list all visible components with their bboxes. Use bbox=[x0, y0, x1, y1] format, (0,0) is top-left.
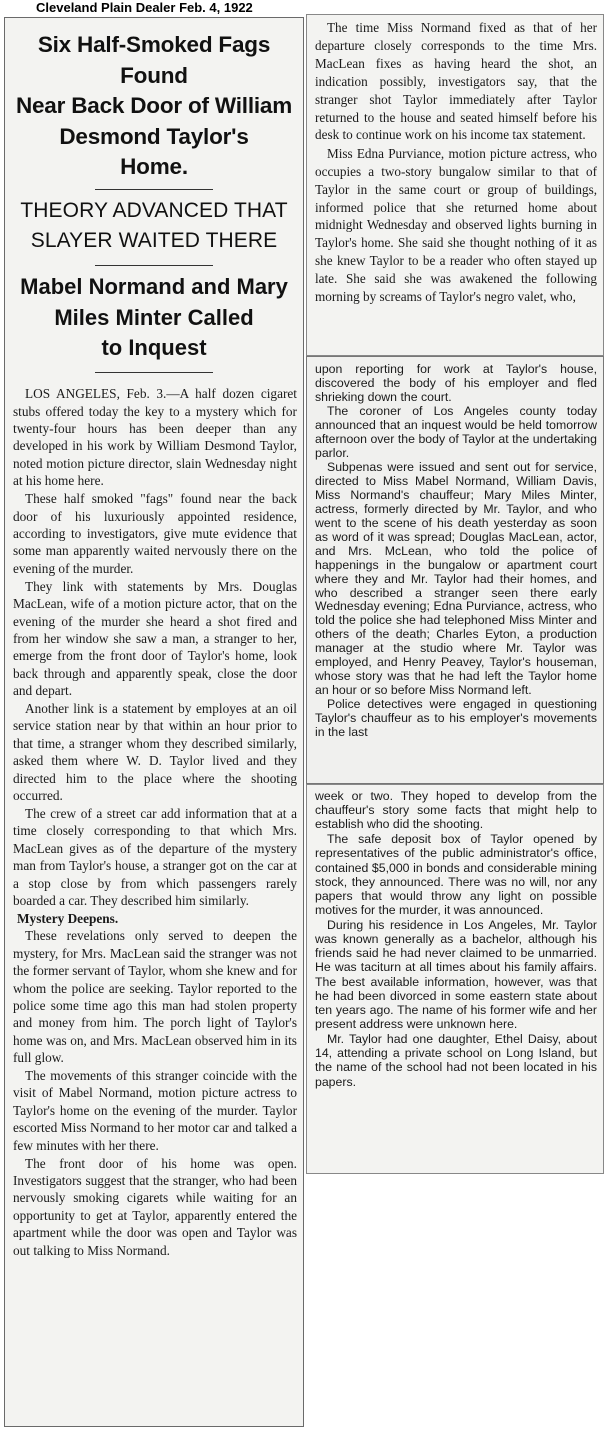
article-paragraph: During his residence in Los Angeles, Mr. Taylor was known generally as a bachelor, although his friends said he had never claimed to be unmarried. He was taciturn at all times about his family affairs. The best available information, however, was that he had been divorced in some eastern state about ten years ago. The name of his former wife and her present address were unknown here. bbox=[315, 917, 597, 1032]
article-body-right-bottom bbox=[307, 789, 603, 1089]
article-paragraph: week or two. They hoped to develop from the chauffeur's story some facts that might help to establish who did the shooting. bbox=[315, 789, 597, 832]
headline-line: Miles Minter Called bbox=[54, 304, 254, 330]
clipping-left-column bbox=[4, 17, 304, 1427]
headline-line: Mabel Normand and Mary bbox=[20, 273, 288, 299]
article-paragraph: The crew of a street car add information that at a time closely corresponding to that which Mrs. MacLean gives as of the departure of the mystery man from Taylor's house, a stranger got on the car at a stop close by from which passengers rarely boarded a car. They described him similarly. bbox=[13, 805, 297, 909]
divider bbox=[95, 372, 213, 373]
headline-line: SLAYER WAITED THERE bbox=[30, 229, 278, 253]
article-paragraph: Mr. Taylor had one daughter, Ethel Daisy, about 14, attending a private school on Long Island, but the name of the school had not been located in his papers. bbox=[315, 1031, 597, 1089]
divider bbox=[95, 265, 213, 266]
section-subhead: Mystery Deepens. bbox=[17, 910, 119, 926]
article-paragraph: LOS ANGELES, Feb. 3.—A half dozen cigaret stubs offered today the key to a mystery which for twenty-four hours has been deeper than any developed in his work by William Desmond Taylor, noted motion picture director, slain Wednesday night at his home here. bbox=[13, 386, 297, 489]
headline-line: THEORY ADVANCED THAT bbox=[20, 198, 288, 222]
article-paragraph: The safe deposit box of Taylor opened by representatives of the public administrator's office, contained $5,000 in bonds and considerable mining stock, they announced. There was no will, nor any papers that would throw any light on possible motives for the murder, it was announced. bbox=[315, 832, 597, 918]
article-paragraph: Miss Edna Purviance, motion picture actress, who occupies a two-story bungalow similar to that of Taylor in the same court or group of buildings, informed police that she returned home about midnight Wednesday and observed lights burning in Taylor's home. She said she thought nothing of it as she knew Taylor to be a reader who often stayed up late. She said she was awakened the following morning by screams of Taylor's negro valet, who, bbox=[315, 145, 597, 305]
clipping-right-bottom bbox=[306, 784, 604, 1174]
divider bbox=[95, 189, 213, 190]
article-paragraph: These revelations only served to deepen the mystery, for Mrs. MacLean said the stranger was not the former servant of Taylor, whom she knew and for whom the police are seeking. Taylor reported to the police some time ago this man had stolen property and money from him. The porch light of Taylor's home was on, and Mrs. MacLean observed him in its full glow. bbox=[13, 928, 297, 1066]
article-paragraph: The time Miss Normand fixed as that of her departure closely corresponds to the time Mrs. MacLean fixes as having heard the shot, an indication possibly, investigators say, that the stranger shot Taylor immediately after Taylor returned to the house and seated himself before his desk to continue work on his income tax statement. bbox=[315, 20, 597, 143]
headline-main bbox=[7, 30, 301, 183]
clipping-right-top bbox=[306, 14, 604, 356]
headline-line: Six Half-Smoked Fags Found bbox=[37, 32, 271, 88]
article-body-right-top bbox=[307, 19, 603, 306]
clipping-right-middle bbox=[306, 356, 604, 784]
article-paragraph: The movements of this stranger coincide with the visit of Mabel Normand, motion picture actress to Taylor's home on the evening of the murder. Taylor escorted Miss Normand to her motor car and talked a few minutes with her there. bbox=[13, 1068, 297, 1153]
article-paragraph: These half smoked "fags" found near the back door of his luxuriously appointed residence, according to investigators, give mute evidence that some man apparently waited nervously there on the evening of the murder. bbox=[13, 491, 297, 576]
article-paragraph: Subpenas were issued and sent out for service, directed to Miss Mabel Normand, William Davis, Miss Normand's chauffeur; Mary Miles Minter, actress, formerly directed by Mr. Taylor, and who went to the scene of his death yesterday as soon as word of it was spread; Douglas MacLean, actor, and Mrs. McLean, who told the police of happenings in the bungalow or apartment court where they and Mr. Taylor had their homes, and who described a stranger seen there early Wednesday evening; Edna Purviance, actress, who told the police she had telephoned Miss Minter and others of the death; Charles Eyton, a production manager at the studio where Mr. Taylor was employed, and Henry Peavey, Taylor's houseman, whose story was that he had left the Taylor home an hour or so before Miss Normand left. bbox=[315, 460, 597, 697]
article-paragraph: The front door of his home was open. Investigators suggest that the stranger, who had been nervously smoking cigarets while waiting for an opportunity to get at Taylor, apparently entered the apartment while the door was open and Taylor was out talking to Miss Normand. bbox=[13, 1155, 297, 1258]
headline-third bbox=[7, 272, 301, 364]
headline-line: Home. bbox=[120, 154, 188, 180]
clipping-caption: Cleveland Plain Dealer Feb. 4, 1922 bbox=[36, 0, 253, 15]
article-body-right-middle bbox=[307, 363, 603, 740]
article-paragraph: Police detectives were engaged in questioning Taylor's chauffeur as to his employer's movements in the last bbox=[315, 697, 597, 740]
article-paragraph: Another link is a statement by employes at an oil service station near by that within an hour prior to that time, a stranger whom they described similarly, asked them where W. D. Taylor lived and they directed him to the place where the shooting occurred. bbox=[13, 701, 297, 804]
article-paragraph: The coroner of Los Angeles county today announced that an inquest would be held tomorrow afternoon over the body of Taylor at the undertaking parlor. bbox=[315, 404, 597, 460]
article-body-left bbox=[5, 385, 303, 1259]
headline-second bbox=[7, 196, 301, 257]
headline-line: Near Back Door of William bbox=[15, 93, 293, 119]
headline-line: to Inquest bbox=[101, 335, 207, 361]
headline-line: Desmond Taylor's bbox=[59, 123, 249, 149]
article-paragraph: upon reporting for work at Taylor's house, discovered the body of his employer and fled shrieking down the court. bbox=[315, 362, 597, 404]
article-paragraph: They link with statements by Mrs. Douglas MacLean, wife of a motion picture actor, that on the evening of the murder she heard a shot fired and from her window she saw a man, a stranger to her, emerge from the front door of Taylor's home, look back through and apparently speak, close the door and depart. bbox=[13, 578, 297, 699]
